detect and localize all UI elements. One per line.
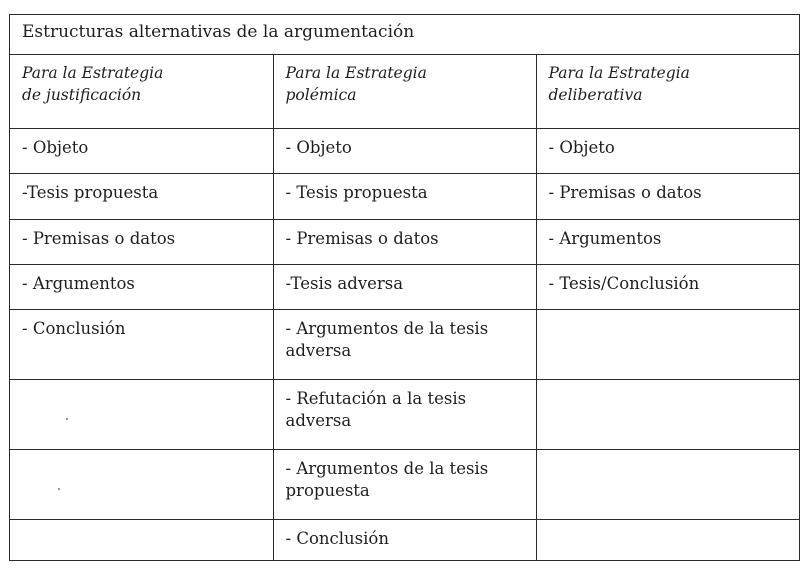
scan-speck	[58, 488, 60, 490]
table-cell	[536, 309, 799, 379]
table-cell: - Conclusión	[273, 520, 536, 560]
table-row	[10, 379, 799, 449]
table-cell	[536, 379, 799, 449]
scan-speck	[66, 418, 68, 420]
table-cell: - Conclusión	[10, 309, 273, 379]
table-cell: -Tesis adversa	[273, 264, 536, 309]
table-cell: - Argumentos	[10, 264, 273, 309]
table-cell	[10, 520, 273, 560]
header-justification	[10, 55, 273, 129]
table-cell: - Premisas o datos	[273, 219, 536, 264]
table-cell: - Premisas o datos	[10, 219, 273, 264]
header-justification-line2: de justificación	[22, 86, 142, 105]
table-title: Estructuras alternativas de la argumentación	[10, 15, 799, 55]
header-polemic-line1: Para la Estrategia	[285, 64, 427, 83]
header-deliberative-line1: Para la Estrategia	[548, 64, 690, 83]
table-row	[10, 520, 799, 560]
table-cell: - Argumentos de la tesis adversa	[273, 309, 536, 379]
argumentation-structures-table	[10, 15, 799, 560]
table-cell	[10, 450, 273, 520]
table-cell: -Tesis propuesta	[10, 174, 273, 219]
table-cell	[10, 379, 273, 449]
table-row	[10, 219, 799, 264]
table-cell: - Argumentos	[536, 219, 799, 264]
header-deliberative-line2: deliberativa	[548, 86, 643, 105]
table-cell	[536, 520, 799, 560]
table-row	[10, 309, 799, 379]
header-justification-line1: Para la Estrategia	[22, 64, 164, 83]
table-cell: - Premisas o datos	[536, 174, 799, 219]
table-row	[10, 129, 799, 174]
header-row	[10, 55, 799, 129]
table-cell: - Objeto	[10, 129, 273, 174]
header-deliberative	[536, 55, 799, 129]
table-cell: - Objeto	[536, 129, 799, 174]
table-cell: - Argumentos de la tesis propuesta	[273, 450, 536, 520]
table-row	[10, 450, 799, 520]
header-polemic-line2: polémica	[285, 86, 357, 105]
table-cell: - Refutación a la tesis adversa	[273, 379, 536, 449]
table-cell: - Tesis/Conclusión	[536, 264, 799, 309]
table-cell: - Tesis propuesta	[273, 174, 536, 219]
table-row	[10, 174, 799, 219]
table-cell	[536, 450, 799, 520]
header-polemic	[273, 55, 536, 129]
table-row	[10, 264, 799, 309]
table-cell: - Objeto	[273, 129, 536, 174]
argumentation-structures-table-frame	[9, 14, 800, 561]
